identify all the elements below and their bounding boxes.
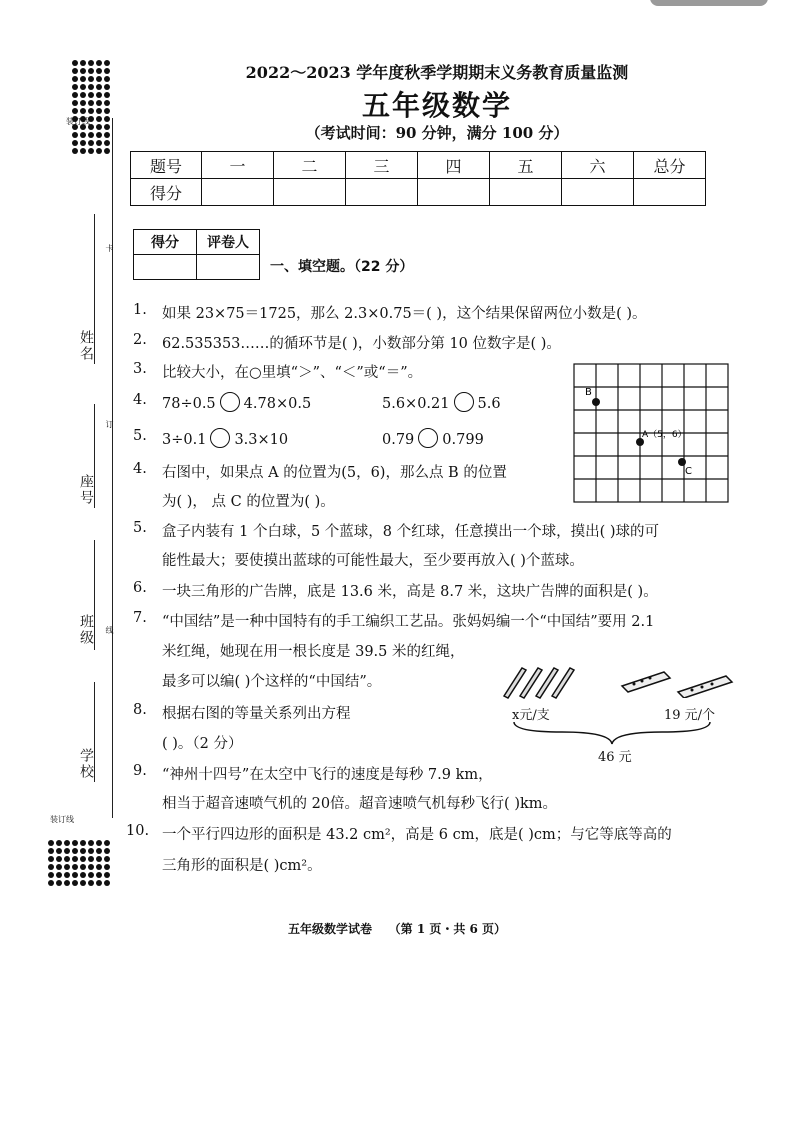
- corner-tab: [650, 0, 768, 6]
- q1-number: 1.: [133, 302, 147, 318]
- score-table: [130, 151, 706, 206]
- score-header-cell: 三: [346, 152, 418, 179]
- q3b-right: [382, 428, 484, 448]
- q3b-expr-right: 3.3×10: [234, 432, 289, 448]
- pen-price-label: x元/支: [512, 708, 550, 723]
- compare-circle[interactable]: [220, 392, 240, 412]
- total-brace: [512, 720, 712, 746]
- q6-number: 6.: [133, 580, 147, 596]
- q2-text: 62.535353……的循环节是( )，小数部分第 10 位数字是( )。: [162, 336, 561, 352]
- compare-circle[interactable]: [210, 428, 230, 448]
- score-cell[interactable]: [634, 179, 706, 206]
- q3-number: 3.: [133, 361, 147, 377]
- name-field-label: 姓名: [78, 330, 94, 362]
- score-table-header-row: [131, 152, 706, 179]
- q8-line2: ( )。（2 分）: [162, 736, 243, 752]
- compare-circle[interactable]: [418, 428, 438, 448]
- box-price-label: 19 元/个: [664, 708, 716, 723]
- q3a-expr2-left: 5.6×0.21: [382, 396, 450, 412]
- q7-line2: 米红绳，她现在用一根长度是 39.5 米的红绳，: [162, 644, 465, 660]
- q3b-expr2-right: 0.799: [442, 432, 484, 448]
- q3a-expr-right: 4.78×0.5: [243, 396, 312, 412]
- q3a-expr-left: 78÷0.5: [162, 396, 216, 412]
- q10-line1: 一个平行四边形的面积是 43.2 cm²，高是 6 cm，底是( )cm；与它等底等高的: [162, 827, 672, 843]
- score-header-cell: 题号: [131, 152, 202, 179]
- q2-number: 2.: [133, 332, 147, 348]
- school-field-label: 学校: [78, 748, 94, 780]
- grader-name-cell[interactable]: [197, 255, 260, 280]
- q5-line1: 盒子内装有 1 个白球，5 个蓝球，8 个红球，任意摸出一个球，摸出( )球的可: [162, 524, 660, 540]
- point-b: [592, 398, 600, 406]
- q4-line2: 为( )， 点 C 的位置为( )。: [162, 494, 335, 510]
- q1-text: 如果 23×75＝1725，那么 2.3×0.75＝( )，这个结果保留两位小数是( )。: [162, 306, 647, 322]
- q5-number: 5.: [133, 520, 147, 536]
- grader-name-label: 评卷人: [197, 230, 260, 255]
- score-header-cell: 总分: [634, 152, 706, 179]
- class-field-line: [94, 540, 95, 650]
- seat-field-label: 座号: [78, 474, 94, 506]
- exam-line: 2022～2023 学年度秋季学期期末义务教育质量监测: [245, 63, 629, 82]
- score-cell[interactable]: [562, 179, 634, 206]
- q4-number: 4.: [133, 461, 147, 477]
- coordinate-grid-figure: [572, 362, 732, 507]
- q9-line2: 相当于超音速喷气机的 20倍。超音速喷气机每秒飞行( )km。: [162, 796, 558, 812]
- q7-line1: “中国结”是一种中国特有的手工编织工艺品。张妈妈编一个“中国结”要用 2.1: [162, 614, 655, 630]
- q3a-number: 4.: [133, 392, 147, 408]
- q10-number: 10.: [126, 823, 150, 839]
- score-row-label: 得分: [131, 179, 202, 206]
- q7-number: 7.: [133, 610, 147, 626]
- grader-score-cell[interactable]: [134, 255, 197, 280]
- score-table-score-row: [131, 179, 706, 206]
- point-a-label: A（5，6）: [642, 430, 687, 440]
- section-title: 一、填空题。（22 分）: [270, 259, 414, 275]
- mark-ding: 订: [105, 420, 114, 428]
- score-cell[interactable]: [346, 179, 418, 206]
- score-header-cell: 六: [562, 152, 634, 179]
- q3b-expr-left: 3÷0.1: [162, 432, 207, 448]
- name-field-line: [94, 214, 95, 364]
- q3b-number: 5.: [133, 428, 147, 444]
- score-cell[interactable]: [274, 179, 346, 206]
- compare-circle[interactable]: [454, 392, 474, 412]
- exam-subtitle: （考试时间：90 分钟，满分 100 分）: [305, 124, 569, 142]
- seat-field-line: [94, 404, 95, 508]
- q6-text: 一块三角形的广告牌，底是 13.6 米，高是 8.7 米，这块广告牌的面积是( )。: [162, 584, 658, 600]
- bottom-dot-block: [48, 840, 110, 886]
- q9-number: 9.: [133, 763, 147, 779]
- school-field-line: [94, 682, 95, 782]
- total-price-label: 46 元: [598, 750, 632, 765]
- binding-line-top: [112, 118, 113, 818]
- point-b-label: B: [585, 387, 592, 398]
- score-cell[interactable]: [202, 179, 274, 206]
- q7-line3: 最多可以编( )个这样的“中国结”。: [162, 674, 382, 690]
- point-c: [678, 458, 686, 466]
- binding-bottom-label: 装订线: [50, 815, 74, 824]
- pencil-box-icon: [618, 664, 738, 698]
- page-title: 五年级数学: [361, 89, 512, 122]
- q5-line2: 能性最大；要使摸出蓝球的可能性最大，至少要再放入( )个蓝球。: [162, 553, 584, 569]
- score-header-cell: 一: [202, 152, 274, 179]
- q3-text: 比较大小，在○里填“＞”、“＜”或“＝”。: [162, 365, 423, 381]
- q10-line2: 三角形的面积是( )cm²。: [162, 858, 322, 874]
- q3b-expr2-left: 0.79: [382, 432, 415, 448]
- score-cell[interactable]: [418, 179, 490, 206]
- mark-line: 线: [105, 626, 114, 634]
- score-header-cell: 四: [418, 152, 490, 179]
- q8-number: 8.: [133, 702, 147, 718]
- q3b-left: [162, 428, 288, 448]
- score-header-cell: 二: [274, 152, 346, 179]
- q8-line1: 根据右图的等量关系列出方程: [162, 706, 351, 722]
- pens-icon: [500, 662, 578, 700]
- class-field-label: 班级: [78, 614, 94, 646]
- point-c-label: C: [685, 466, 692, 477]
- q4-line1: 右图中，如果点 A 的位置为(5，6)，那么点 B 的位置: [162, 465, 507, 481]
- q3a-left: [162, 392, 311, 412]
- binding-top-label: 装订线: [66, 117, 90, 126]
- page-footer: 五年级数学试卷 （第 1 页・共 6 页）: [287, 922, 507, 936]
- score-header-cell: 五: [490, 152, 562, 179]
- q9-line1: “神州十四号”在太空中飞行的速度是每秒 7.9 km，: [162, 767, 493, 783]
- score-cell[interactable]: [490, 179, 562, 206]
- mark-ji: 卡: [105, 244, 114, 252]
- q3a-right: [382, 392, 501, 412]
- q3a-expr2-right: 5.6: [477, 396, 501, 412]
- grader-score-label: 得分: [134, 230, 197, 255]
- grader-box: [133, 229, 260, 280]
